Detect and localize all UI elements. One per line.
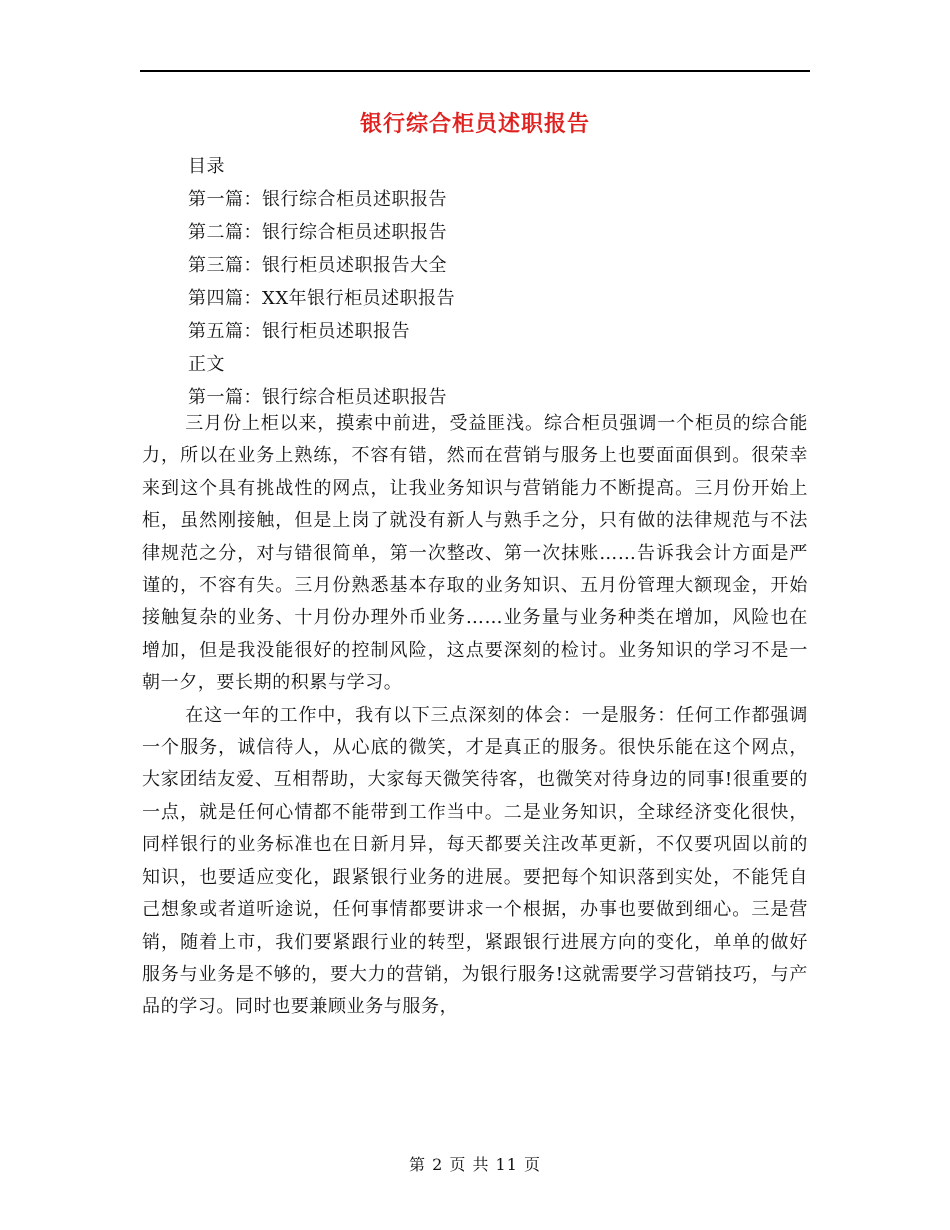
table-of-contents — [188, 150, 808, 414]
section-heading: 第一篇：银行综合柜员述职报告 — [188, 387, 447, 408]
body-heading: 正文 — [188, 354, 225, 375]
toc-item: 第三篇：银行柜员述职报告大全 — [188, 255, 447, 276]
document-title: 银行综合柜员述职报告 — [359, 111, 590, 137]
toc-item: 第二篇：银行综合柜员述职报告 — [188, 222, 447, 243]
page-footer: 第 2 页 共 11 页 — [409, 1155, 541, 1174]
paragraph: 三月份上柜以来，摸索中前进，受益匪浅。综合柜员强调一个柜员的综合能力，所以在业务上熟练，不容有错，然而在营销与服务上也要面面俱到。很荣幸来到这个具有挑战性的网点，让我业务知识与营销能力不断提高。三月份开始上柜，虽然刚接触，但是上岗了就没有新人与熟手之分，只有做的法律规范与不法律规范之分，对与错很简单，第一次整改、第一次抹账……告诉我会计方面是严谨的，不容有失。三月份熟悉基本存取的业务知识、五月份管理大额现金，开始接触复杂的业务、十月份办理外币业务……业务量与业务种类在增加，风险也在增加，但是我没能很好的控制风险，这点要深刻的检讨。业务知识的学习不是一朝一夕，要长期的积累与学习。 — [142, 413, 808, 694]
toc-heading: 目录 — [188, 156, 225, 177]
paragraph: 在这一年的工作中，我有以下三点深刻的体会：一是服务：任何工作都强调一个服务，诚信待人，从心底的微笑，才是真正的服务。很快乐能在这个网点，大家团结友爱、互相帮助，大家每天微笑待客，也微笑对待身边的同事!很重要的一点，就是任何心情都不能带到工作当中。二是业务知识，全球经济变化很快，同样银行的业务标准也在日新月异，每天都要关注改革更新，不仅要巩固以前的知识，也要适应变化，跟紧银行业务的进展。要把每个知识落到实处，不能凭自己想象或者道听途说，任何事情都要讲求一个根据，办事也要做到细心。三是营销，随着上市，我们要紧跟行业的转型，紧跟银行进展方向的变化，单单的做好服务与业务是不够的，要大力的营销，为银行服务!这就需要学习营销技巧，与产品的学习。同时也要兼顾业务与服务， — [142, 704, 808, 1018]
toc-item: 第一篇：银行综合柜员述职报告 — [188, 189, 447, 210]
body-text — [142, 408, 808, 1024]
toc-item: 第五篇：银行柜员述职报告 — [188, 321, 410, 342]
header-rule — [140, 70, 810, 72]
toc-item: 第四篇：XX年银行柜员述职报告 — [188, 288, 456, 309]
